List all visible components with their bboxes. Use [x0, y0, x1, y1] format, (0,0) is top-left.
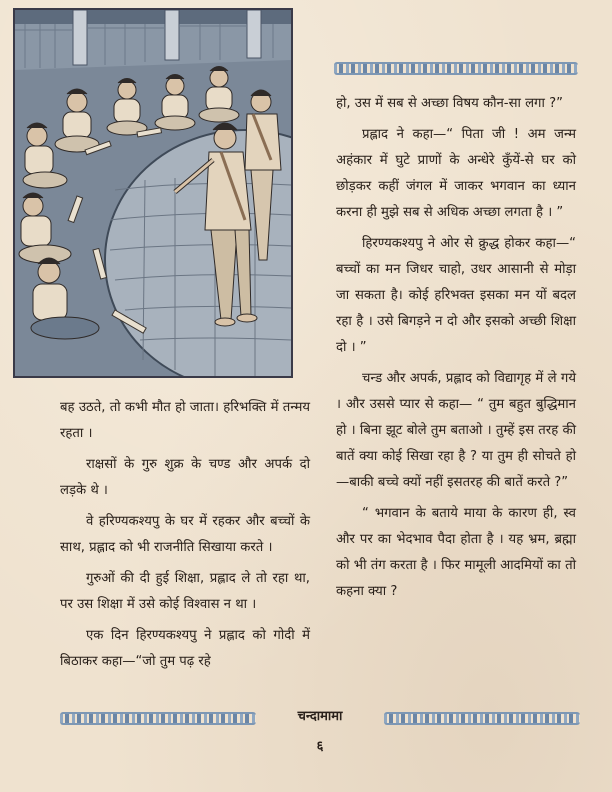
- paragraph: हिरण्यकश्यपु ने ओर से क्रुद्ध होकर कहा—“ बच्चों का मन जिधर चाहो, उधर आसानी से मोड़ा जा सकता है। कोई हरिभक्त इसका मन यों बदल रहा है । उसे बिगड़ने न दो और इसको अच्छी शिक्षा दो । ”: [336, 236, 576, 355]
- paragraph: प्रह्लाद ने कहा—“ पिता जी ! अम जन्म अहंकार में घुटे प्राणों के अन्धेरे कुँयें-से घर को छोड़कर कहीं जंगल में जाकर भगवान का ध्यान करना ही मुझे सब से अधिक अच्छा लगता है । ”: [336, 127, 576, 220]
- paragraph: राक्षसों के गुरु शुक्र के चण्ड और अपर्क दो लड़के थे ।: [60, 457, 310, 498]
- decorative-border-bottom-right: [384, 712, 580, 725]
- decorative-border-top: [334, 62, 578, 75]
- classroom-scene-image: [15, 10, 291, 376]
- paragraph: हो, उस में सब से अच्छा विषय कौन-सा लगा ?”: [336, 96, 563, 111]
- paragraph: वे हरिण्यकश्यपु के घर में रहकर और बच्चों के साथ, प्रह्लाद को भी राजनीति सिखाया करते ।: [60, 514, 310, 555]
- paragraph: “ भगवान के बताये माया के कारण ही, स्व और पर का भेदभाव पैदा होता है । यह भ्रम, ब्रह्मा को भी तंग करता है । फिर मामूली आदमियों का तो कहना क्या ?: [336, 506, 576, 599]
- paragraph: एक दिन हिरण्यकश्यपु ने प्रह्लाद को गोदी में बिठाकर कहा—“जो तुम पढ़ रहे: [60, 628, 310, 669]
- story-illustration: [13, 8, 293, 378]
- story-right-column: [336, 91, 576, 605]
- paragraph: चन्ड और अपर्क, प्रह्लाद को विद्यागृह में ले गये । और उससे प्यार से कहा— “ तुम बहुत बुद्धिमान हो । बिना झूट बोले तुम बताओ । तुम्हें इस तरह की बातें क्या कोई सिखा रहा है ? या तुम ही सोचते हो—बाकी बच्चे क्यों नहीं इसतरह की बातें करते ?”: [336, 371, 576, 490]
- paragraph: बह उठते, तो कभी मौत हो जाता। हरिभक्ति में तन्मय रहता ।: [60, 400, 310, 441]
- magazine-name: चन्दामामा: [297, 709, 343, 724]
- page-number: ६: [316, 739, 324, 754]
- story-left-column: [60, 395, 310, 675]
- decorative-border-bottom-left: [60, 712, 256, 725]
- paragraph: गुरुओं की दी हुई शिक्षा, प्रह्लाद ले तो रहा था, पर उस शिक्षा में उसे कोई विश्वास न था ।: [60, 571, 310, 612]
